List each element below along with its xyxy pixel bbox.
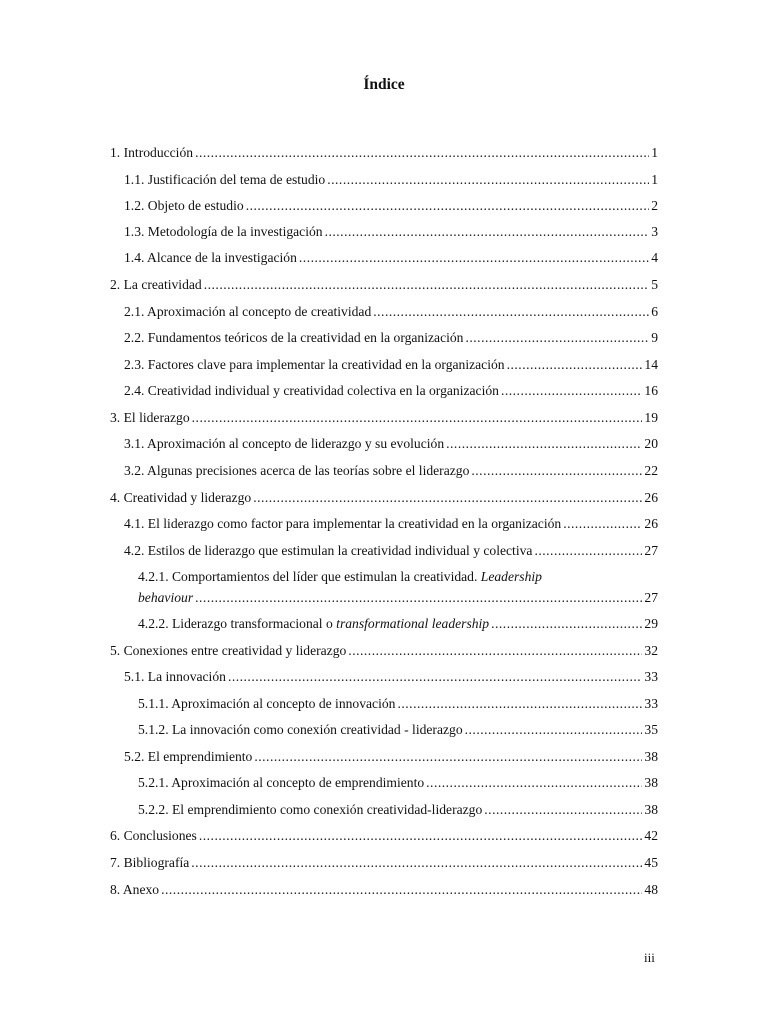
toc-page-number: 26: [644, 516, 658, 531]
toc-page-number: 1: [651, 145, 658, 160]
toc-label: 8. Anexo: [110, 882, 160, 897]
toc-page-number: 5: [651, 277, 658, 292]
toc-page-number: 27: [644, 590, 658, 605]
toc-entry: [124, 197, 658, 215]
toc-page-number: 4: [651, 250, 658, 265]
toc-page-number: 2: [651, 198, 658, 213]
toc-entry: [110, 854, 658, 872]
toc-page-number: 22: [644, 463, 658, 478]
toc-label: 2. La creatividad: [110, 277, 202, 292]
toc-label: 2.1. Aproximación al concepto de creatividad: [124, 304, 372, 319]
toc-entry: [124, 462, 658, 480]
toc-page-number: 32: [644, 643, 658, 658]
toc-page-number: 33: [644, 669, 658, 684]
toc-page-number: 9: [651, 330, 658, 345]
toc-entry: [124, 303, 658, 321]
toc-label: 5.2.2. El emprendimiento como conexión creatividad-liderazgo: [138, 802, 483, 817]
toc-label: 1.2. Objeto de estudio: [124, 198, 244, 213]
toc-label-line1: 4.2.1. Comportamientos del líder que estimulan la creatividad. Leadership: [138, 569, 542, 584]
toc-label: 1.4. Alcance de la investigación: [124, 250, 297, 265]
toc-label: 4.2.2. Liderazgo transformacional o transformational leadership: [138, 616, 490, 631]
toc-label: 4. Creatividad y liderazgo: [110, 490, 252, 505]
toc-entry: [110, 144, 658, 162]
toc-entry: [110, 276, 658, 294]
toc-entry: [138, 774, 658, 792]
toc-label: 3.2. Algunas precisiones acerca de las teorías sobre el liderazgo: [124, 463, 470, 478]
toc-label: 5.2. El emprendimiento: [124, 749, 253, 764]
toc-page-number: 42: [644, 828, 658, 843]
toc-label: 4.1. El liderazgo como factor para implementar la creatividad en la organización: [124, 516, 562, 531]
toc-label-line2: behaviour ..... 27: [138, 589, 658, 607]
toc-page-number: 38: [644, 802, 658, 817]
toc-entry: [138, 615, 658, 633]
toc-page-number: 1: [651, 172, 658, 187]
toc-page-number: 20: [644, 436, 658, 451]
toc-entry: [124, 748, 658, 766]
toc-label: 5.2.1. Aproximación al concepto de emprendimiento: [138, 775, 425, 790]
toc-label: 4.2. Estilos de liderazgo que estimulan la creatividad individual y colectiva: [124, 543, 533, 558]
toc-page-number: 45: [644, 855, 658, 870]
toc-entry: [138, 801, 658, 819]
toc-entry: [110, 489, 658, 507]
toc-label: 5.1.1. Aproximación al concepto de innovación: [138, 696, 396, 711]
toc-entry: [124, 356, 658, 374]
toc-entry: [124, 668, 658, 686]
page-number: iii: [644, 950, 655, 965]
toc-label: 3. El liderazgo: [110, 410, 190, 425]
toc-label: 5. Conexiones entre creatividad y liderazgo: [110, 643, 347, 658]
toc-page-number: 38: [644, 775, 658, 790]
toc-label: 7. Bibliografía: [110, 855, 190, 870]
toc-entry: [124, 249, 658, 267]
toc-page-number: 3: [651, 224, 658, 239]
toc-entry: [110, 881, 658, 899]
toc-page-number: 16: [644, 383, 658, 398]
toc-entry: [124, 435, 658, 453]
toc-entry: [124, 515, 658, 533]
toc-label: 1.1. Justificación del tema de estudio: [124, 172, 326, 187]
toc-entry: [110, 409, 658, 427]
toc-label: 2.3. Factores clave para implementar la creatividad en la organización: [124, 357, 505, 372]
toc-page-number: 6: [651, 304, 658, 319]
toc-entry: [124, 223, 658, 241]
toc-label: 2.2. Fundamentos teóricos de la creatividad en la organización: [124, 330, 464, 345]
toc-entry: [110, 642, 658, 660]
toc-page-number: 19: [644, 410, 658, 425]
toc-label: 5.1. La innovación: [124, 669, 226, 684]
toc-label: 3.1. Aproximación al concepto de liderazgo y su evolución: [124, 436, 445, 451]
toc-entry: [124, 329, 658, 347]
page-title: Índice: [363, 76, 405, 93]
toc-label: 1.3. Metodología de la investigación: [124, 224, 323, 239]
toc-page-number: 26: [644, 490, 658, 505]
toc-page-number: 33: [644, 696, 658, 711]
toc-label: 1. Introducción: [110, 145, 194, 160]
toc-entry: [138, 695, 658, 713]
toc-page-number: 29: [644, 616, 658, 631]
toc-label: 6. Conclusiones: [110, 828, 197, 843]
toc-page-number: 48: [644, 882, 658, 897]
toc-entry: [124, 382, 658, 400]
toc-page-number: 27: [644, 543, 658, 558]
toc-label: 5.1.2. La innovación como conexión creatividad - liderazgo: [138, 722, 463, 737]
toc-entry: [138, 721, 658, 739]
toc-page-number: 14: [644, 357, 658, 372]
toc-entry: [110, 827, 658, 845]
toc-page-number: 38: [644, 749, 658, 764]
toc-entry: [124, 171, 658, 189]
toc-page-number: 35: [644, 722, 658, 737]
toc-entry: [124, 542, 658, 560]
toc-label: 2.4. Creatividad individual y creatividad colectiva en la organización: [124, 383, 499, 398]
